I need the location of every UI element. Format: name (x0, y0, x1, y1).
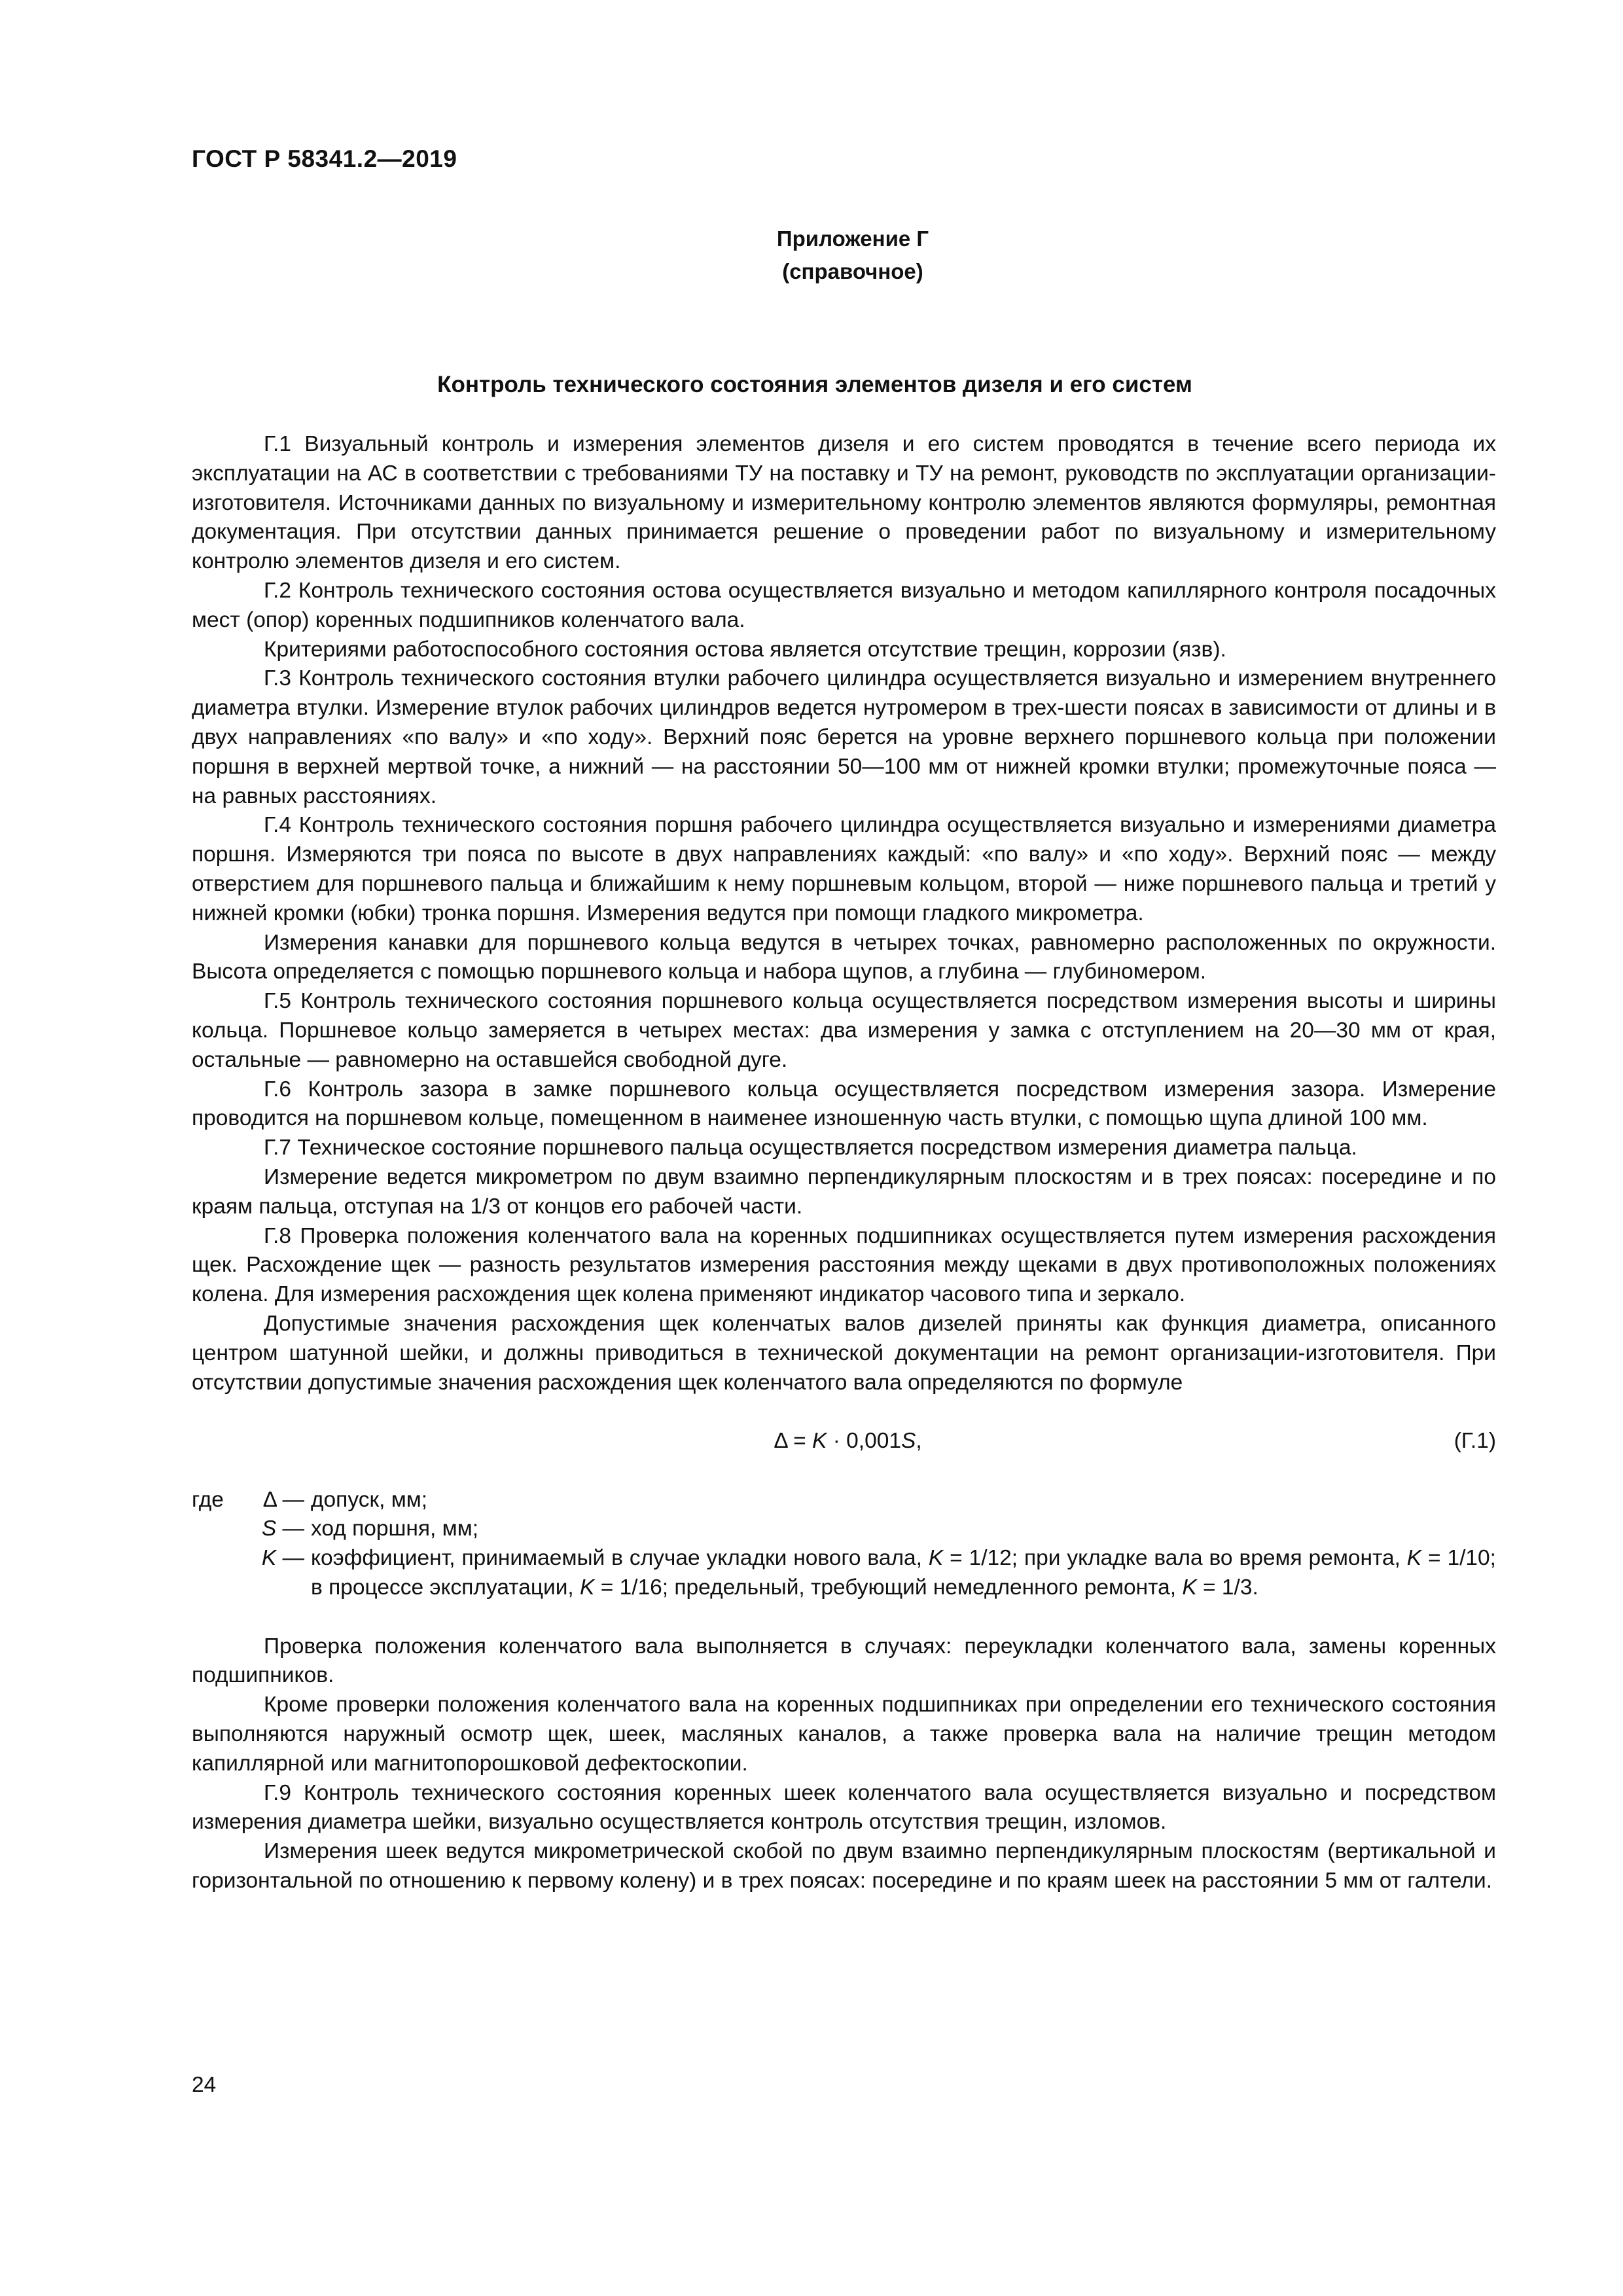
paragraph: Г.1 Визуальный контроль и измерения элементов дизеля и его систем проводятся в течение всего периода их эксплуатации на АС в соответствии с требованиями ТУ на поставку и ТУ на ремонт, руководств по эксплуатации организации-изготовителя. Источниками данных по визуальному и измерительному контролю элементов являются формуляры, ремонтная документация. При отсутствии данных принимается решение о проведении работ по визуальному и измерительному контролю элементов дизеля и его систем. (192, 432, 1496, 574)
paragraph: Г.7 Техническое состояние поршневого пальца осуществляется посредством измерения диаметра пальца. (264, 1136, 1357, 1160)
formula-block (192, 1427, 1496, 1456)
paragraph: Критериями работоспособного состояния остова является отсутствие трещин, коррозии (язв). (264, 637, 1226, 662)
formula (192, 1427, 1496, 1456)
formula-eq: = (787, 1429, 813, 1454)
section-title: Контроль технического состояния элементов дизеля и его систем (437, 372, 1192, 397)
legend-text (311, 1544, 1496, 1603)
paragraph: Допустимые значения расхождения щек коленчатых валов дизелей приняты как функция диаметра, описанного центром шатунной шейки, и должны приводиться в технической документации на ремонт организации-изготовителя. При отсутствии допустимые значения расхождения щек коленчатого вала определяются по формуле (192, 1311, 1496, 1395)
formula-legend (192, 1486, 1496, 1603)
paragraph: Г.4 Контроль технического состояния поршня рабочего цилиндра осуществляется визуально и измерениями диаметра поршня. Измеряются три пояса по высоте в двух направлениях каждый: «по валу» и «по ходу». Верхний пояс — между отверстием для поршневого пальца и ближайшим к нему поршневым кольцом, второй — ниже поршневого пальца и третий у нижней кромки (юбки) тронка поршня. Измерения ведутся при помощи гладкого микрометра. (192, 813, 1496, 925)
paragraph: Г.8 Проверка положения коленчатого вала на коренных подшипниках осуществляется путем измерения расхождения щек. Расхождение щек — разность результатов измерения расстояния между щеками в двух противоположных положениях колена. Для измерения расхождения щек колена применяют индикатор часового типа и зеркало. (192, 1223, 1496, 1307)
legend-text: допуск, мм; (311, 1487, 428, 1512)
legend-text-part: = 1/10; в процессе эксплуатации, (311, 1546, 1496, 1600)
paragraph: Измерения канавки для поршневого кольца ведутся в четырех точках, равномерно расположенных по окружности. Высота определяется с помощью поршневого кольца и набора щупов, а глубина — глубиномером. (192, 930, 1496, 984)
appendix-label: Приложение Г (776, 226, 929, 251)
paragraph: Г.5 Контроль технического состояния поршневого кольца осуществляется посредством измерения высоты и ширины кольца. Поршневое кольцо замеряется в четырех местах: два измерения у замка с отступлением на 20—30 мм от края, остальные — равномерно на оставшейся свободной дуге. (192, 989, 1496, 1072)
legend-row (192, 1486, 1496, 1515)
paragraph: Измерение ведется микрометром по двум взаимно перпендикулярным плоскостям и в трех поясах: посередине и по краям пальца, отступая на 1/3 от концов его рабочей части. (192, 1164, 1496, 1219)
legend-k: K (580, 1575, 595, 1600)
page-number: 24 (192, 2073, 217, 2097)
legend-k: K (1406, 1546, 1422, 1571)
formula-number: (Г.1) (1454, 1429, 1496, 1454)
legend-text: ход поршня, мм; (311, 1516, 479, 1541)
paragraph: Измерения шеек ведутся микрометрической скобой по двум взаимно перпендикулярным плоскостям (вертикальной и горизонтальной по отношению к первому колену) и в трех поясах: посередине и по краям шеек на расстоянии 5 мм от галтели. (192, 1839, 1496, 1893)
paragraph: Г.3 Контроль технического состояния втулки рабочего цилиндра осуществляется визуально и измерением внутреннего диаметра втулки. Измерение втулок рабочих цилиндров ведется нутромером в трех-шести поясах в зависимости от длины и в двух направлениях «по валу» и «по ходу». Верхний пояс берется на уровне верхнего поршневого кольца при положении поршня в верхней мертвой точке, а нижний — на расстоянии 50—100 мм от нижней кромки втулки; промежуточные пояса — на равных расстояниях. (192, 666, 1496, 808)
legend-row (192, 1544, 1496, 1603)
legend-text-part: коэффициент, принимаемый в случае укладки нового вала, (311, 1546, 929, 1571)
paragraph: Г.6 Контроль зазора в замке поршневого кольца осуществляется посредством измерения зазора. Измерение проводится на поршневом кольце, помещенном в наименее изношенную часть втулки, с помощью щупа длиной 100 мм. (192, 1077, 1496, 1131)
legend-symbol: K — (261, 1546, 304, 1571)
paragraph: Кроме проверки положения коленчатого вала на коренных подшипниках при определении его технического состояния выполняются наружный осмотр щек, шеек, масляных каналов, а также проверка вала на наличие трещин методом капиллярной или магнитопорошковой дефектоскопии. (192, 1693, 1496, 1776)
body-text (192, 430, 1496, 1896)
formula-end: , (916, 1429, 922, 1454)
formula-mid: · 0,001 (827, 1429, 901, 1454)
paragraph: Г.9 Контроль технического состояния коренных шеек коленчатого вала осуществляется визуально и посредством измерения диаметра шейки, визуально осуществляется контроль отсутствия трещин, изломов. (192, 1780, 1496, 1835)
legend-text-part: = 1/12; при укладке вала во время ремонта, (943, 1546, 1407, 1571)
formula-s: S (901, 1429, 916, 1454)
legend-text-part: = 1/16; предельный, требующий немедленного ремонта, (594, 1575, 1183, 1600)
appendix-type: (справочное) (782, 259, 923, 283)
formula-delta: Δ (774, 1429, 787, 1454)
legend-symbol: Δ — (262, 1487, 304, 1512)
legend-k: K (928, 1546, 944, 1571)
standard-code: ГОСТ Р 58341.2—2019 (192, 145, 457, 172)
formula-k: K (812, 1429, 827, 1454)
appendix-heading (0, 223, 1623, 288)
legend-row (192, 1515, 1496, 1544)
paragraph: Проверка положения коленчатого вала выполняется в случаях: переукладки коленчатого вала, замены коренных подшипников. (192, 1634, 1496, 1688)
legend-k: K (1182, 1575, 1197, 1600)
paragraph: Г.2 Контроль технического состояния остова осуществляется визуально и методом капиллярного контроля посадочных мест (опор) коренных подшипников коленчатого вала. (192, 578, 1496, 632)
legend-where: где (192, 1487, 224, 1512)
legend-text-part: = 1/3. (1196, 1575, 1258, 1600)
legend-symbol: S — (261, 1516, 304, 1541)
